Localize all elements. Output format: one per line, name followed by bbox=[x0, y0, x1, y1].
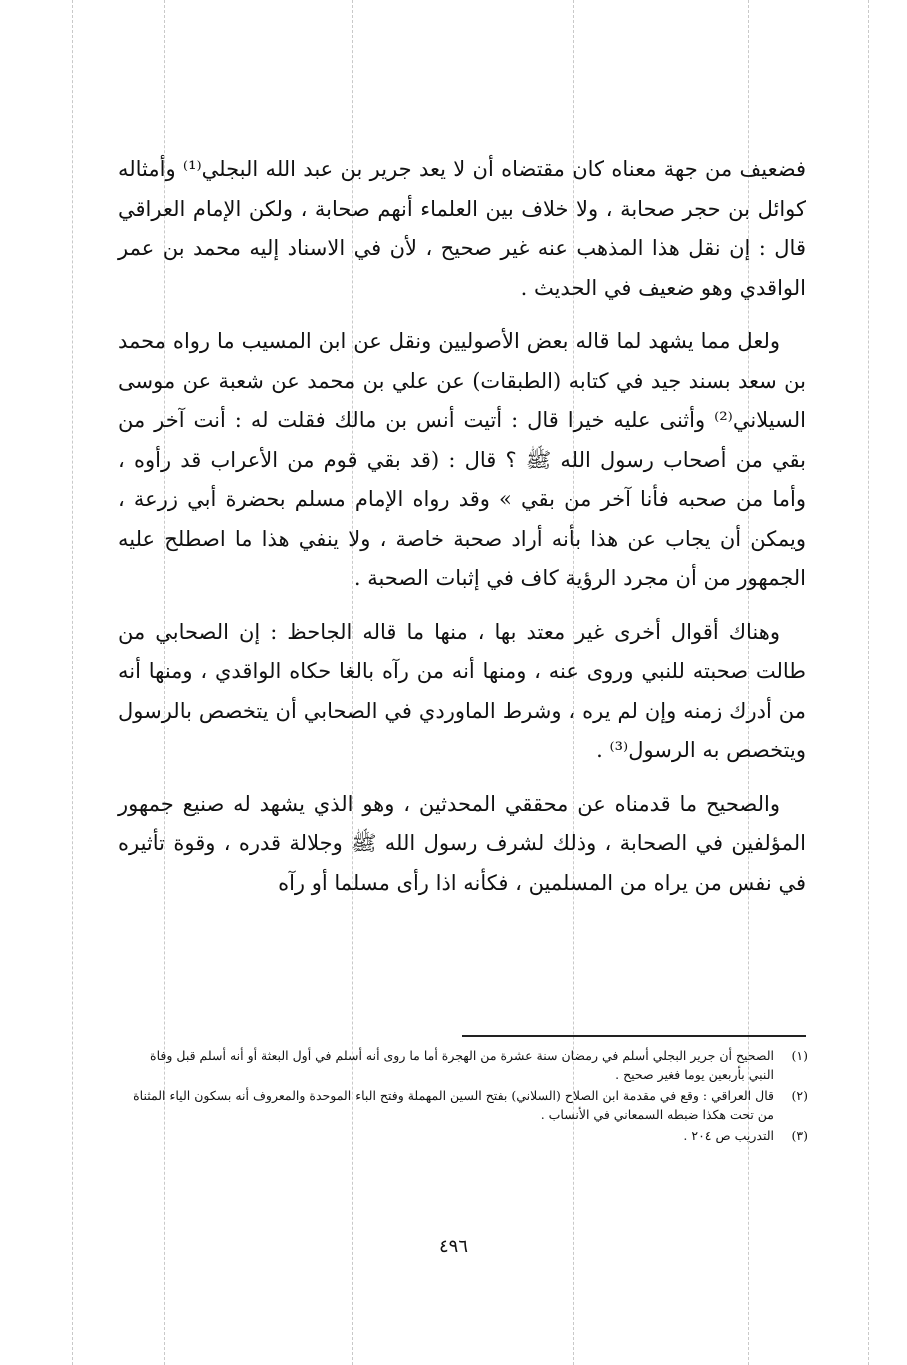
footnotes bbox=[132, 1046, 808, 1147]
scan-line bbox=[868, 0, 869, 1365]
footnote bbox=[132, 1086, 808, 1124]
footnote-number: (٢) bbox=[791, 1088, 808, 1103]
paragraph: وهناك أقوال أخرى غير معتد بها ، منها ما قاله الجاحظ : إن الصحابي من طالت صحبته للنبي وروى عنه ، ومنها أنه من رآه بالغا حكاه الواقدي ، ومنها أنه من أدرك زمنه وإن لم يره ، وشرط الماوردي في الصحابي أن يتخصص بالرسول ويتخصص به الرسول⁽³⁾ . bbox=[118, 619, 806, 762]
paragraph: والصحيح ما قدمناه عن محققي المحدثين ، وهو الذي يشهد له صنيع جمهور المؤلفين في الصحابة ، وذلك لشرف رسول الله ﷺ وجلالة قدره ، وقوة تأثيره في نفس من يراه من المسلمين ، فكأنه اذا رأى مسلما أو رآه bbox=[118, 791, 806, 895]
paragraph: فضعيف من جهة معناه كان مقتضاه أن لا يعد جرير بن عبد الله البجلي⁽¹⁾ وأمثاله كوائل بن حجر صحابة ، ولا خلاف بين العلماء أنهم صحابة ، ولكن الإمام العراقي قال : إن نقل هذا المذهب عنه غير صحيح ، لأن في الاسناد إليه محمد بن عمر الواقدي وهو ضعيف في الحديث . bbox=[118, 157, 807, 300]
footnote-text: قال العراقي : وقع في مقدمة ابن الصلاح (السلاني) بفتح السين المهملة وفتح الباء الموحدة والمعروف أنه بسكون الياء المثناة من تحت هكذا ضبطه السمعاني في الأنساب . bbox=[133, 1088, 774, 1122]
paragraph: ولعل مما يشهد لما قاله بعض الأصوليين ونقل عن ابن المسيب ما رواه محمد بن سعد بسند جيد في كتابه (الطبقات) عن علي بن محمد عن شعبة عن موسى السيلاني⁽²⁾ وأثنى عليه خيرا قال : أتيت أنس بن مالك فقلت له : أنت آخر من بقي من أصحاب رسول الله ﷺ ؟ قال : (قد بقي قوم من الأعراب قد رأوه ، وأما من صحبه فأنا آخر من بقي » وقد رواه الإمام مسلم بحضرة أبي زرعة ، ويمكن أن يجاب عن هذا بأنه أراد صحبة خاصة ، ولا ينفي هذا ما اصطلح عليه الجمهور من أن مجرد الرؤية كاف في إثبات الصحبة . bbox=[118, 329, 806, 590]
footnote bbox=[132, 1126, 808, 1145]
page-body bbox=[118, 150, 806, 917]
footnote-text: الصحيح أن جرير البجلي أسلم في رمضان سنة عشرة من الهجرة أما ما روى أنه أسلم في أول البعثة أو أنه أسلم قبل وفاة النبي بأربعين يوما فغير صحيح . bbox=[150, 1048, 774, 1082]
scan-line bbox=[72, 0, 73, 1365]
footnote-text: التدريب ص ٢٠٤ . bbox=[683, 1128, 774, 1143]
footnote bbox=[132, 1046, 808, 1084]
footnote-number: (١) bbox=[791, 1048, 808, 1063]
footnote-number: (٣) bbox=[791, 1128, 808, 1143]
page-number: ٤٩٦ bbox=[438, 1236, 468, 1257]
footnote-separator bbox=[462, 1035, 806, 1037]
